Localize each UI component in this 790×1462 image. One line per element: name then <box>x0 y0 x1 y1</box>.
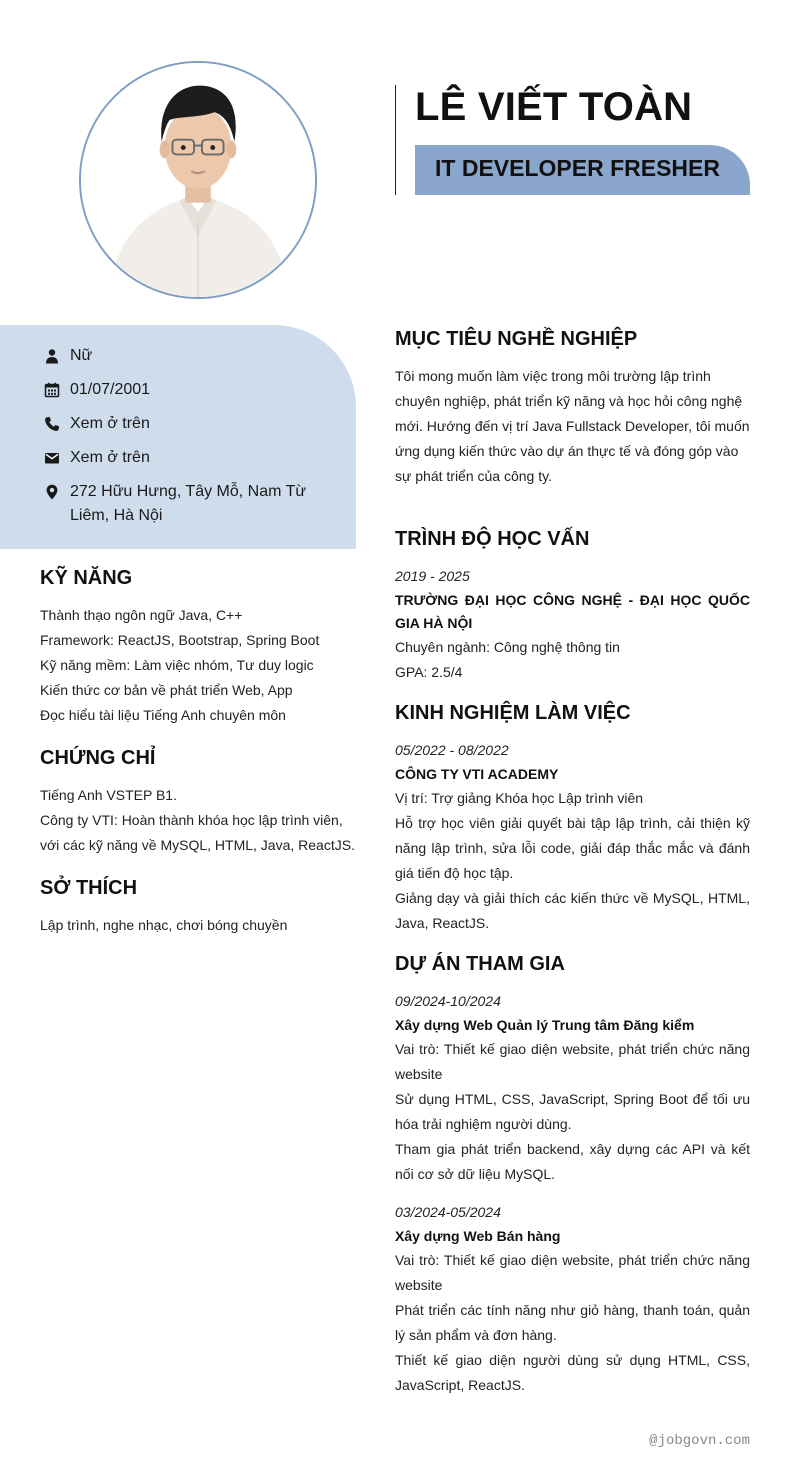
gender-row <box>43 344 313 368</box>
skills-list <box>40 603 319 728</box>
project-detail: Vai trò: Thiết kế giao diện website, phát triển chức năng website <box>395 1041 750 1082</box>
email-row <box>43 446 313 470</box>
project-detail: Sử dụng HTML, CSS, JavaScript, Spring Boot để tối ưu hóa trải nghiệm người dùng. <box>395 1091 750 1132</box>
project-entry <box>395 1200 750 1398</box>
experience-detail: Hỗ trợ học viên giải quyết bài tập lập trình, cải thiện kỹ năng lập trình, sửa lỗi code, giải đáp thắc mắc và đánh giá tiến độ học tập. <box>395 815 750 881</box>
project-period: 09/2024-10/2024 <box>395 993 501 1009</box>
certificates-heading: CHỨNG CHỈ <box>40 747 156 769</box>
hobbies-list <box>40 913 287 938</box>
source-watermark: @jobgovn.com <box>649 1433 750 1449</box>
experience-heading: KINH NGHIỆM LÀM VIỆC <box>395 702 631 724</box>
job-title-badge <box>415 145 750 195</box>
project-name: Xây dựng Web Bán hàng <box>395 1228 561 1244</box>
project-detail: Tham gia phát triển backend, xây dựng các API và kết nối cơ sở dữ liệu MySQL. <box>395 1141 750 1182</box>
email-text: Xem ở trên <box>70 449 150 466</box>
project-name: Xây dựng Web Quản lý Trung tâm Đăng kiểm <box>395 1017 695 1033</box>
objective-text: Tôi mong muốn làm việc trong môi trường lập trình chuyên nghiệp, phát triển kỹ năng và học hỏi công nghệ mới. Hướng đến vị trí Java Fullstack Developer, tôi muốn ứng dụng kiến thức vào dự án thực tế và đóng góp vào sự phát triển của công ty. <box>395 368 750 484</box>
candidate-name: LÊ VIẾT TOÀN <box>415 85 693 129</box>
project-detail: Vai trò: Thiết kế giao diện website, phát triển chức năng website <box>395 1252 750 1293</box>
calendar-icon <box>43 378 61 402</box>
objective-heading: MỤC TIÊU NGHỀ NGHIỆP <box>395 328 638 350</box>
address-row <box>43 480 313 528</box>
skills-heading: KỸ NĂNG <box>40 567 133 589</box>
experience-entry <box>395 738 750 936</box>
job-title: IT DEVELOPER FRESHER <box>435 155 720 181</box>
certificate-item: với các kỹ năng về MySQL, HTML, Java, ReactJS. <box>40 837 355 853</box>
project-detail: Thiết kế giao diện người dùng sử dụng HTML, CSS, JavaScript, ReactJS. <box>395 1352 750 1393</box>
hobbies-text: Lập trình, nghe nhạc, chơi bóng chuyền <box>40 917 288 933</box>
experience-role: Vị trí: Trợ giảng Khóa học Lập trình viên <box>395 790 644 806</box>
company-name: CÔNG TY VTI ACADEMY <box>395 766 559 782</box>
phone-text: Xem ở trên <box>70 415 150 432</box>
hobbies-heading: SỞ THÍCH <box>40 877 138 899</box>
education-entry <box>395 564 750 685</box>
profile-photo <box>79 61 317 299</box>
project-entry <box>395 989 750 1187</box>
address-text: 272 Hữu Hưng, Tây Mỗ, Nam Từ Liêm, Hà Nội <box>70 483 307 524</box>
skill-item: Kiến thức cơ bản về phát triển Web, App <box>40 682 293 698</box>
skill-item: Framework: ReactJS, Bootstrap, Spring Boot <box>40 632 320 648</box>
gender-text: Nữ <box>70 347 93 364</box>
education-period: 2019 - 2025 <box>395 568 470 584</box>
education-gpa: GPA: 2.5/4 <box>395 664 463 680</box>
projects-heading: DỰ ÁN THAM GIA <box>395 953 565 975</box>
birthdate-row <box>43 378 313 402</box>
skill-item: Kỹ năng mềm: Làm việc nhóm, Tư duy logic <box>40 657 314 673</box>
certificate-item: Tiếng Anh VSTEP B1. <box>40 787 177 803</box>
project-detail: Phát triển các tính năng như giỏ hàng, thanh toán, quản lý sản phẩm và đơn hàng. <box>395 1302 750 1343</box>
skill-item: Thành thạo ngôn ngữ Java, C++ <box>40 607 243 623</box>
school-name: TRƯỜNG ĐẠI HỌC CÔNG NGHỆ - ĐẠI HỌC QUỐC GIA HÀ NỘI <box>395 592 750 631</box>
education-major: Chuyên ngành: Công nghệ thông tin <box>395 639 620 655</box>
person-icon <box>43 344 61 368</box>
education-heading: TRÌNH ĐỘ HỌC VẤN <box>395 528 590 550</box>
name-divider <box>395 85 396 195</box>
experience-period: 05/2022 - 08/2022 <box>395 742 509 758</box>
certificates-list <box>40 783 355 858</box>
phone-row <box>43 412 313 436</box>
experience-detail: Giảng dạy và giải thích các kiến thức về MySQL, HTML, Java, ReactJS. <box>395 890 750 931</box>
location-pin-icon <box>43 480 61 504</box>
phone-icon <box>43 412 61 436</box>
skill-item: Đọc hiểu tài liệu Tiếng Anh chuyên môn <box>40 707 286 723</box>
person-photo-illustration <box>81 63 315 297</box>
birthdate-text: 01/07/2001 <box>70 381 151 398</box>
mail-icon <box>43 446 61 470</box>
project-period: 03/2024-05/2024 <box>395 1204 501 1220</box>
certificate-item: Công ty VTI: Hoàn thành khóa học lập trình viên, <box>40 812 343 828</box>
